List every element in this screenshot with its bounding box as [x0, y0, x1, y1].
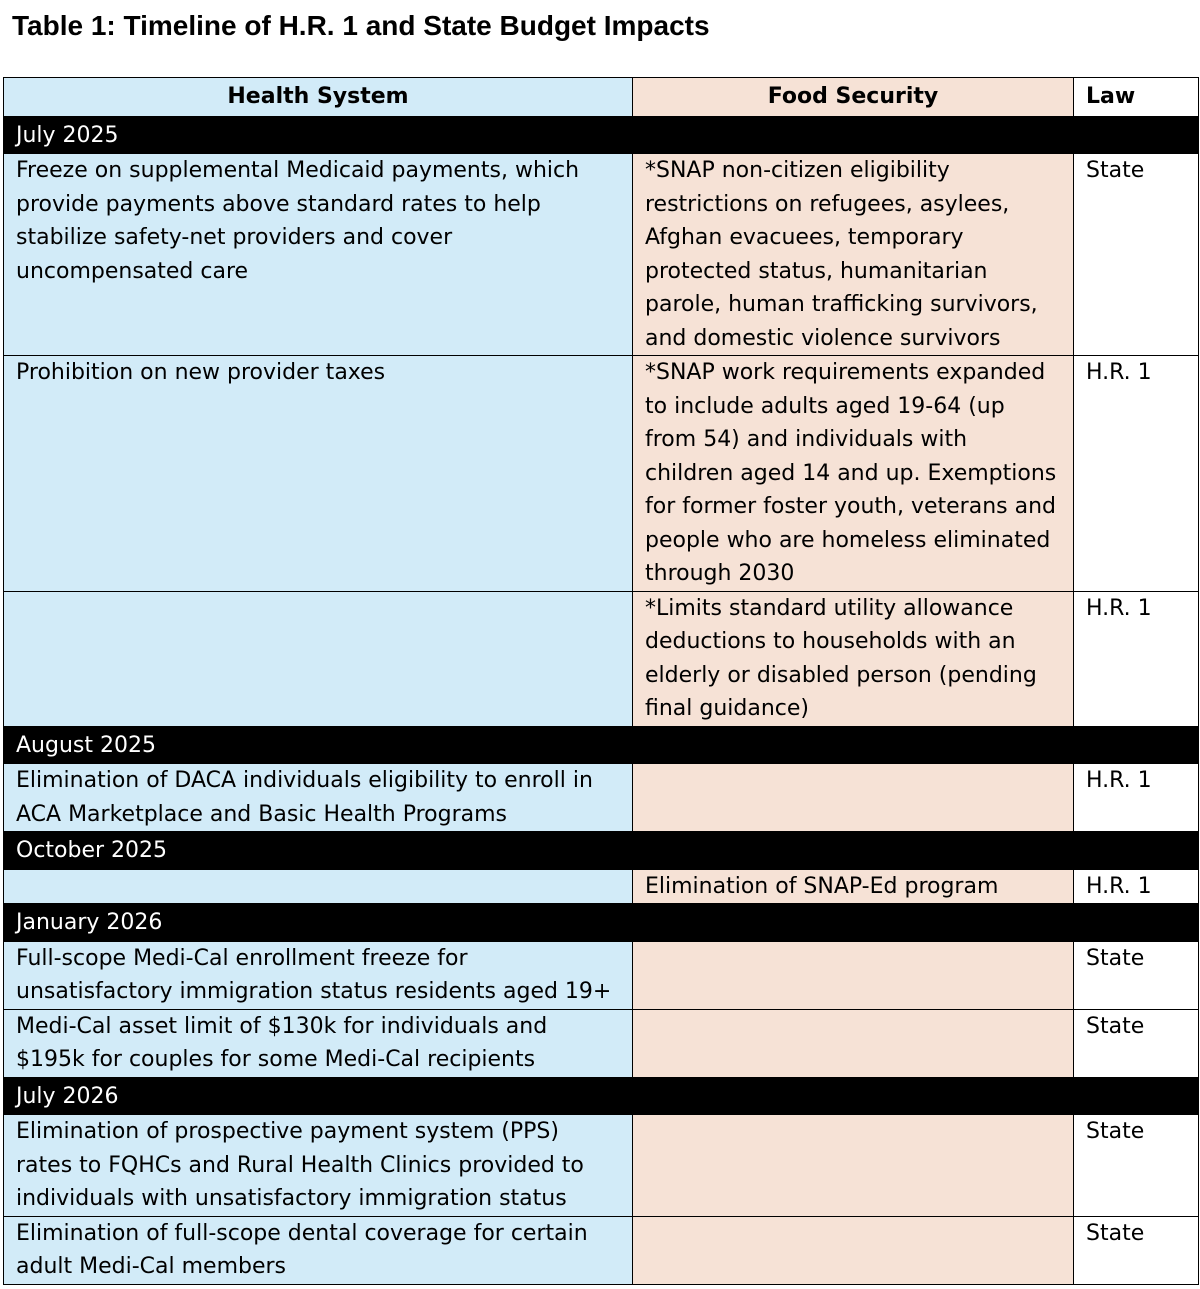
law-cell: H.R. 1 — [1074, 591, 1199, 726]
health-cell — [4, 869, 633, 904]
law-cell: State — [1074, 1216, 1199, 1284]
period-label: August 2025 — [4, 726, 1199, 764]
health-cell: Elimination of full-scope dental coverage for certain adult Medi-Cal members — [4, 1216, 633, 1284]
law-cell: State — [1074, 154, 1199, 356]
period-label: July 2026 — [4, 1077, 1199, 1115]
food-cell — [633, 1009, 1074, 1077]
food-cell — [633, 764, 1074, 832]
header-row — [4, 78, 1199, 117]
table-row — [4, 764, 1199, 832]
period-label: July 2025 — [4, 116, 1199, 154]
table-row — [4, 356, 1199, 592]
period-label: January 2026 — [4, 904, 1199, 942]
law-cell: H.R. 1 — [1074, 869, 1199, 904]
food-cell — [633, 941, 1074, 1009]
period-row — [4, 726, 1199, 764]
period-row — [4, 1077, 1199, 1115]
food-cell: *SNAP non-citizen eligibility restrictions on refugees, asylees, Afghan evacuees, temporary protected status, humanitarian parole, human trafficking survivors, and domestic violence survivors — [633, 154, 1074, 356]
table-row — [4, 154, 1199, 356]
law-cell: State — [1074, 1115, 1199, 1217]
health-cell: Medi-Cal asset limit of $130k for individuals and $195k for couples for some Medi-Cal recipients — [4, 1009, 633, 1077]
health-cell — [4, 591, 633, 726]
health-cell: Elimination of prospective payment system (PPS) rates to FQHCs and Rural Health Clinics provided to individuals with unsatisfactory immigration status — [4, 1115, 633, 1217]
law-cell: H.R. 1 — [1074, 356, 1199, 592]
period-row — [4, 116, 1199, 154]
health-cell: Full-scope Medi-Cal enrollment freeze for unsatisfactory immigration status residents aged 19+ — [4, 941, 633, 1009]
table-title: Table 1: Timeline of H.R. 1 and State Budget Impacts — [12, 10, 710, 41]
timeline-table — [3, 77, 1199, 1285]
law-cell: State — [1074, 1009, 1199, 1077]
law-header: Law — [1074, 78, 1199, 117]
table-row — [4, 1115, 1199, 1217]
period-label: October 2025 — [4, 832, 1199, 870]
table-row — [4, 591, 1199, 726]
food-security-header: Food Security — [633, 78, 1074, 117]
food-cell: *Limits standard utility allowance deductions to households with an elderly or disabled person (pending final guidance) — [633, 591, 1074, 726]
period-row — [4, 904, 1199, 942]
health-cell: Freeze on supplemental Medicaid payments, which provide payments above standard rates to help stabilize safety-net providers and cover uncompensated care — [4, 154, 633, 356]
health-system-header: Health System — [4, 78, 633, 117]
food-cell — [633, 1115, 1074, 1217]
period-row — [4, 832, 1199, 870]
food-cell: Elimination of SNAP-Ed program — [633, 869, 1074, 904]
law-cell: State — [1074, 941, 1199, 1009]
law-cell: H.R. 1 — [1074, 764, 1199, 832]
food-cell — [633, 1216, 1074, 1284]
table-row — [4, 1009, 1199, 1077]
health-cell: Elimination of DACA individuals eligibility to enroll in ACA Marketplace and Basic Health Programs — [4, 764, 633, 832]
table-row — [4, 869, 1199, 904]
food-cell: *SNAP work requirements expanded to include adults aged 19-64 (up from 54) and individuals with children aged 14 and up. Exemptions for former foster youth, veterans and people who are homeless eliminated through 2030 — [633, 356, 1074, 592]
health-cell: Prohibition on new provider taxes — [4, 356, 633, 592]
table-row — [4, 941, 1199, 1009]
table-row — [4, 1216, 1199, 1284]
